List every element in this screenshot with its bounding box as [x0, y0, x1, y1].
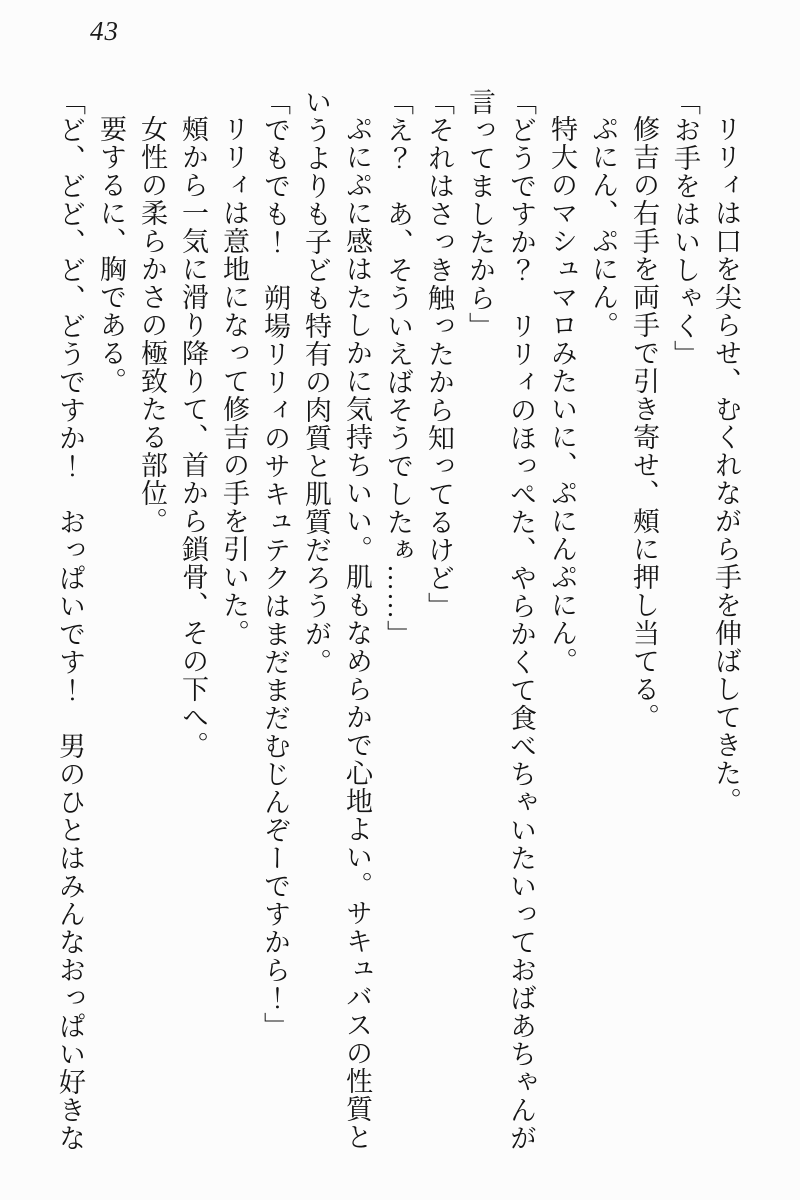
paragraph-dialogue: 「それはさっき触ったから知ってるけど」: [424, 88, 454, 620]
paragraph-dialogue: 「どうですか？ リリィのほっぺた、やらかくて食べちゃいたいっておばあちゃんが言ってましたから」: [465, 88, 536, 1152]
paragraph-narration: リリィは口を尖らせ、むくれながら手を伸ばしてきた。: [711, 115, 741, 815]
paragraph-dialogue: 「え？ あ、そういえばそうでしたぁ……」: [383, 88, 413, 648]
paragraph-dialogue: 「お手をはいしゃく」: [670, 88, 700, 368]
page-number: 43: [90, 16, 119, 46]
novel-text-block: [46, 88, 746, 1168]
paragraph-dialogue: 「ど、どど、ど、どうですか！ おっぱいです！ 男のひとはみんなおっぱい好きな: [55, 88, 85, 1152]
paragraph-narration: ぷにん、ぷにん。: [588, 115, 618, 339]
paragraph-dialogue: 「でもでも！ 朔場リリィのサキュテクはまだまだむじんぞーですから！」: [260, 88, 290, 1040]
paragraph-narration: 頰から一気に滑り降りて、首から鎖骨、その下へ。: [178, 115, 208, 759]
paragraph-narration: 修吉の右手を両手で引き寄せ、頰に押し当てる。: [629, 115, 659, 731]
paragraph-narration: 女性の柔らかさの極致たる部位。: [137, 115, 167, 535]
paragraph-narration: ぷにぷに感はたしかに気持ちいい。肌もなめらかで心地よい。サキュバスの性質というよりも子ども特有の肉質と肌質だろうが。: [301, 88, 372, 1151]
paragraph-narration: 要するに、胸である。: [96, 115, 126, 395]
paragraph-narration: リリィは意地になって修吉の手を引いた。: [219, 115, 249, 647]
paragraph-narration: 特大のマシュマロみたいに、ぷにんぷにん。: [547, 115, 577, 675]
